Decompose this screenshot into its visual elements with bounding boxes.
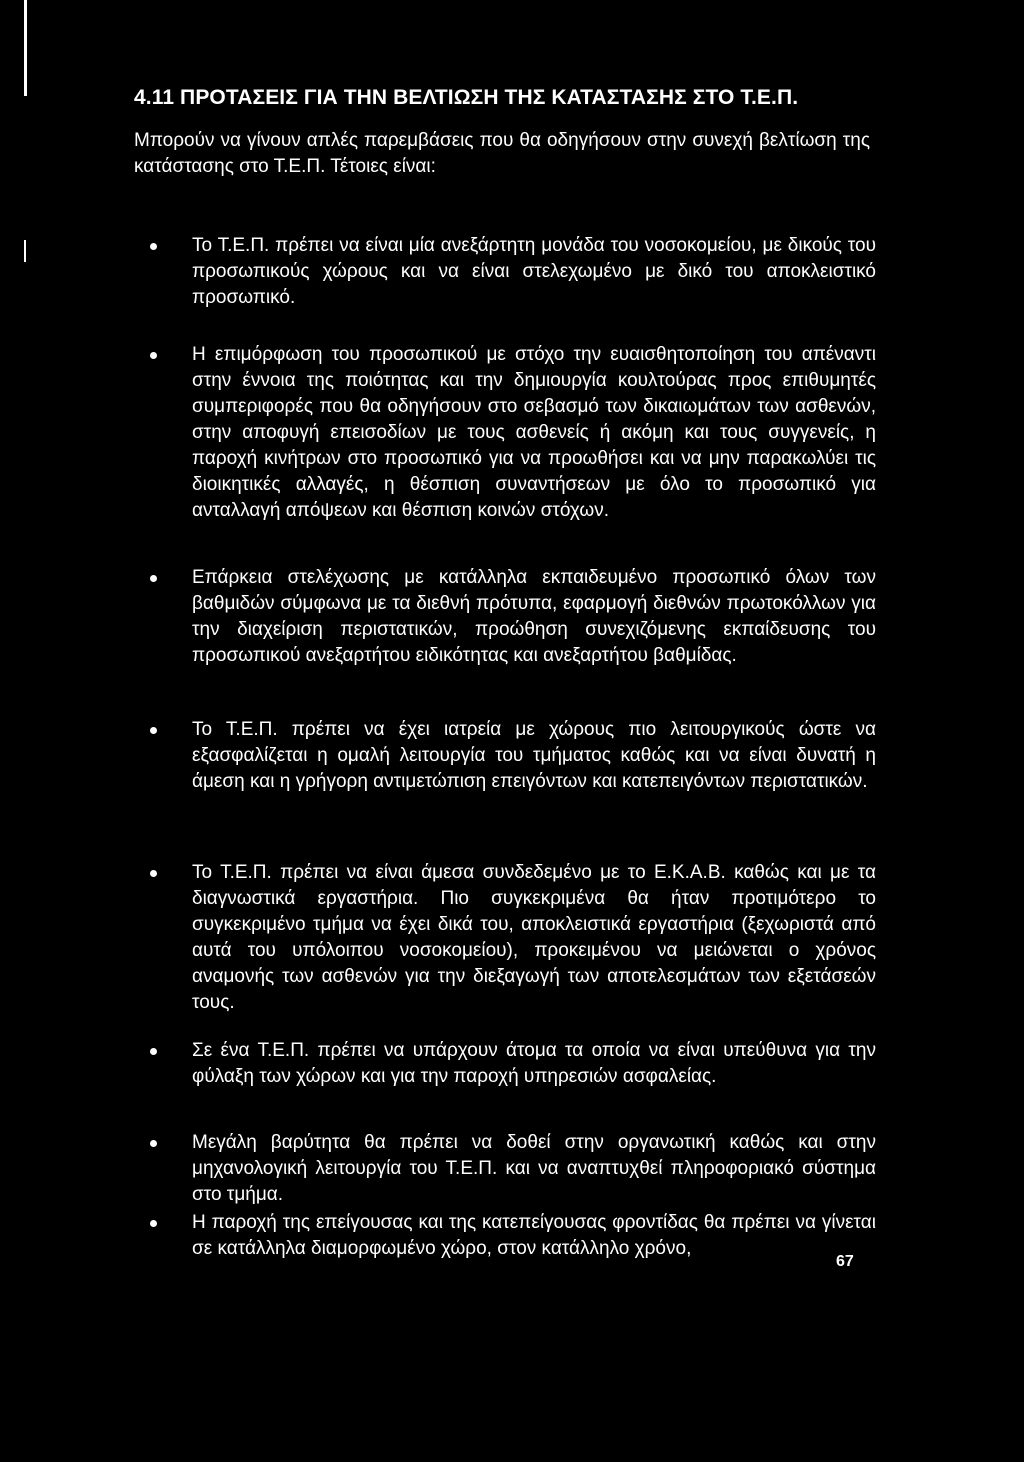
list-item — [150, 233, 876, 311]
list-item — [150, 1038, 876, 1090]
page-number: 67 — [836, 1253, 854, 1270]
list-item — [150, 1130, 876, 1208]
list-item-text: Το Τ.Ε.Π. πρέπει να είναι μία ανεξάρτητη μονάδα του νοσοκομείου, με δικούς του προσωπικούς χώρους και να είναι στελεχωμένο με δικό του αποκλειστικό προσωπικό. — [192, 235, 876, 308]
intro-paragraph: Μπορούν να γίνουν απλές παρεμβάσεις που θα οδηγήσουν στην συνεχή βελτίωση της κατάστασης στο Τ.Ε.Π. Τέτοιες είναι: — [134, 130, 870, 177]
list-item-text: Επάρκεια στελέχωσης με κατάλληλα εκπαιδευμένο προσωπικό όλων των βαθμιδών σύμφωνα με τα διεθνή πρότυπα, εφαρμογή διεθνών πρωτοκόλλων για την διαχείριση περιστατικών, προώθηση συνεχιζόμενης εκπαίδευσης του προσωπικού ανεξαρτήτου ειδικότητας και ανεξαρτήτου βαθμίδας. — [192, 567, 876, 666]
list-item — [150, 565, 876, 669]
list-item — [150, 342, 876, 524]
scan-edge-mark-bottom — [24, 240, 26, 262]
scan-edge-mark-top — [24, 0, 27, 96]
list-item — [150, 860, 876, 1016]
bullet-dot-icon — [150, 352, 157, 359]
list-item — [150, 1210, 876, 1262]
list-item-text: Σε ένα Τ.Ε.Π. πρέπει να υπάρχουν άτομα τα οποία να είναι υπεύθυνα για την φύλαξη των χώρων και για την παροχή υπηρεσιών ασφαλείας. — [192, 1040, 876, 1087]
list-item-text: Το Τ.Ε.Π. πρέπει να είναι άμεσα συνδεδεμένο με το Ε.Κ.Α.Β. καθώς και με τα διαγνωστικά εργαστήρια. Πιο συγκεκριμένα θα ήταν προτιμότερο το συγκεκριμένο τμήμα να έχει δικά του, αποκλειστικά εργαστήρια (ξεχωριστά από αυτά του υπόλοιπου νοσοκομείου), προκειμένου να μειώνεται ο χρόνος αναμονής των ασθενών για την διεξαγωγή των αποτελεσμάτων των εξετάσεών τους. — [192, 862, 876, 1013]
bullet-dot-icon — [150, 1140, 157, 1147]
bullet-dot-icon — [150, 727, 157, 734]
list-item-text: Η παροχή της επείγουσας και της κατεπείγουσας φροντίδας θα πρέπει να γίνεται σε κατάλληλα διαμορφωμένο χώρο, στον κατάλληλο χρόνο, — [192, 1212, 876, 1259]
section-heading: 4.11 ΠΡΟΤΑΣΕΙΣ ΓΙΑ ΤΗΝ ΒΕΛΤΙΩΣΗ ΤΗΣ ΚΑΤΑΣΤΑΣΗΣ ΣΤΟ Τ.Ε.Π. — [134, 86, 799, 109]
list-item-text: Η επιμόρφωση του προσωπικού με στόχο την ευαισθητοποίηση του απέναντι στην έννοια της ποιότητας και την δημιουργία κουλτούρας προς επιθυμητές συμπεριφορές που θα οδηγήσουν στο σεβασμό των δικαιωμάτων των ασθενών, στην αποφυγή επεισοδίων με τους ασθενείς ή ακόμη και τους συγγενείς, η παροχή κινήτρων στο προσωπικό για να προωθήσει και να μην παρακωλύει τις διοικητικές αλλαγές, η θέσπιση συναντήσεων με όλο το προσωπικό για ανταλλαγή απόψεων και θέσπιση κοινών στόχων. — [192, 344, 876, 521]
list-item — [150, 717, 876, 795]
bullet-dot-icon — [150, 1048, 157, 1055]
list-item-text: Το Τ.Ε.Π. πρέπει να έχει ιατρεία με χώρους πιο λειτουργικούς ώστε να εξασφαλίζεται η ομαλή λειτουργία του τμήματος καθώς και να είναι δυνατή η άμεση και η γρήγορη αντιμετώπιση επειγόντων και κατεπειγόντων περιστατικών. — [192, 719, 876, 792]
bullet-dot-icon — [150, 1220, 157, 1227]
bullet-dot-icon — [150, 243, 157, 250]
list-item-text: Μεγάλη βαρύτητα θα πρέπει να δοθεί στην οργανωτική καθώς και στην μηχανολογική λειτουργία του Τ.Ε.Π. και να αναπτυχθεί πληροφοριακό σύστημα στο τμήμα. — [192, 1132, 876, 1205]
bullet-dot-icon — [150, 870, 157, 877]
bullet-dot-icon — [150, 575, 157, 582]
